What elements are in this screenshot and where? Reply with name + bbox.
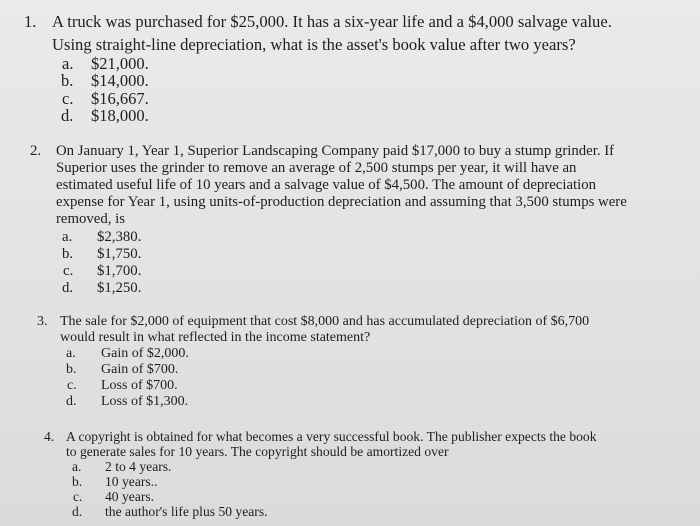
question-number: 2. — [30, 143, 42, 159]
option-text: Gain of $2,000. — [101, 346, 189, 361]
option-letter: b. — [66, 362, 77, 377]
option-letter: a. — [62, 54, 74, 73]
option-letter: c. — [67, 378, 77, 393]
option-letter: b. — [61, 71, 74, 90]
option-text: $14,000. — [91, 71, 149, 90]
option-letter: d. — [62, 280, 74, 296]
question-text-line: removed, is — [56, 211, 126, 227]
option-letter: d. — [66, 394, 77, 409]
option-text: $21,000. — [91, 54, 149, 73]
question-text-line: Using straight-line depreciation, what is the asset's book value after two years? — [52, 35, 576, 54]
question-text-line: estimated useful life of 10 years and a salvage value of $4,500. The amount of depreciation — [56, 177, 597, 193]
question-number: 4. — [44, 429, 55, 444]
option-text: Loss of $700. — [101, 378, 178, 393]
option-text: 2 to 4 years. — [105, 459, 172, 474]
question-number: 3. — [37, 314, 48, 329]
option-text: 40 years. — [105, 489, 155, 504]
question-text-line: A truck was purchased for $25,000. It has a six-year life and a $4,000 salvage value. — [52, 12, 612, 31]
option-letter: c. — [63, 263, 74, 279]
option-letter: b. — [72, 474, 83, 489]
option-text: $1,250. — [97, 280, 142, 296]
option-text: $1,750. — [97, 246, 142, 262]
option-text: Loss of $1,300. — [101, 394, 189, 409]
option-text: 10 years.. — [105, 474, 158, 489]
option-letter: a. — [66, 346, 76, 361]
option-letter: d. — [61, 106, 74, 125]
option-letter: d. — [72, 504, 83, 519]
question-text-line: expense for Year 1, using units-of-production depreciation and assuming that 3,500 stumps were — [56, 194, 627, 210]
question-text-line: A copyright is obtained for what becomes a very successful book. The publisher expects the book — [66, 429, 597, 444]
question-text-line: On January 1, Year 1, Superior Landscaping Company paid $17,000 to buy a stump grinder. If — [56, 143, 615, 159]
option-letter: c. — [73, 489, 83, 504]
option-text: $1,700. — [97, 263, 142, 279]
question-text-line: would result in what reflected in the income statement? — [60, 330, 371, 345]
option-letter: b. — [62, 246, 74, 262]
option-letter: c. — [62, 89, 74, 108]
question-text-line: Superior uses the grinder to remove an average of 2,500 stumps per year, it will have an — [56, 160, 577, 176]
option-letter: a. — [62, 229, 73, 245]
option-text: $16,667. — [91, 89, 149, 108]
option-letter: a. — [72, 459, 82, 474]
question-text-line: to generate sales for 10 years. The copyright should be amortized over — [66, 444, 449, 459]
option-text: $18,000. — [91, 106, 149, 125]
option-text: the author's life plus 50 years. — [105, 504, 268, 519]
question-text-line: The sale for $2,000 of equipment that cost $8,000 and has accumulated depreciation of $6,700 — [60, 314, 590, 329]
question-number: 1. — [24, 12, 37, 31]
option-text: $2,380. — [97, 229, 142, 245]
option-text: Gain of $700. — [101, 362, 179, 377]
